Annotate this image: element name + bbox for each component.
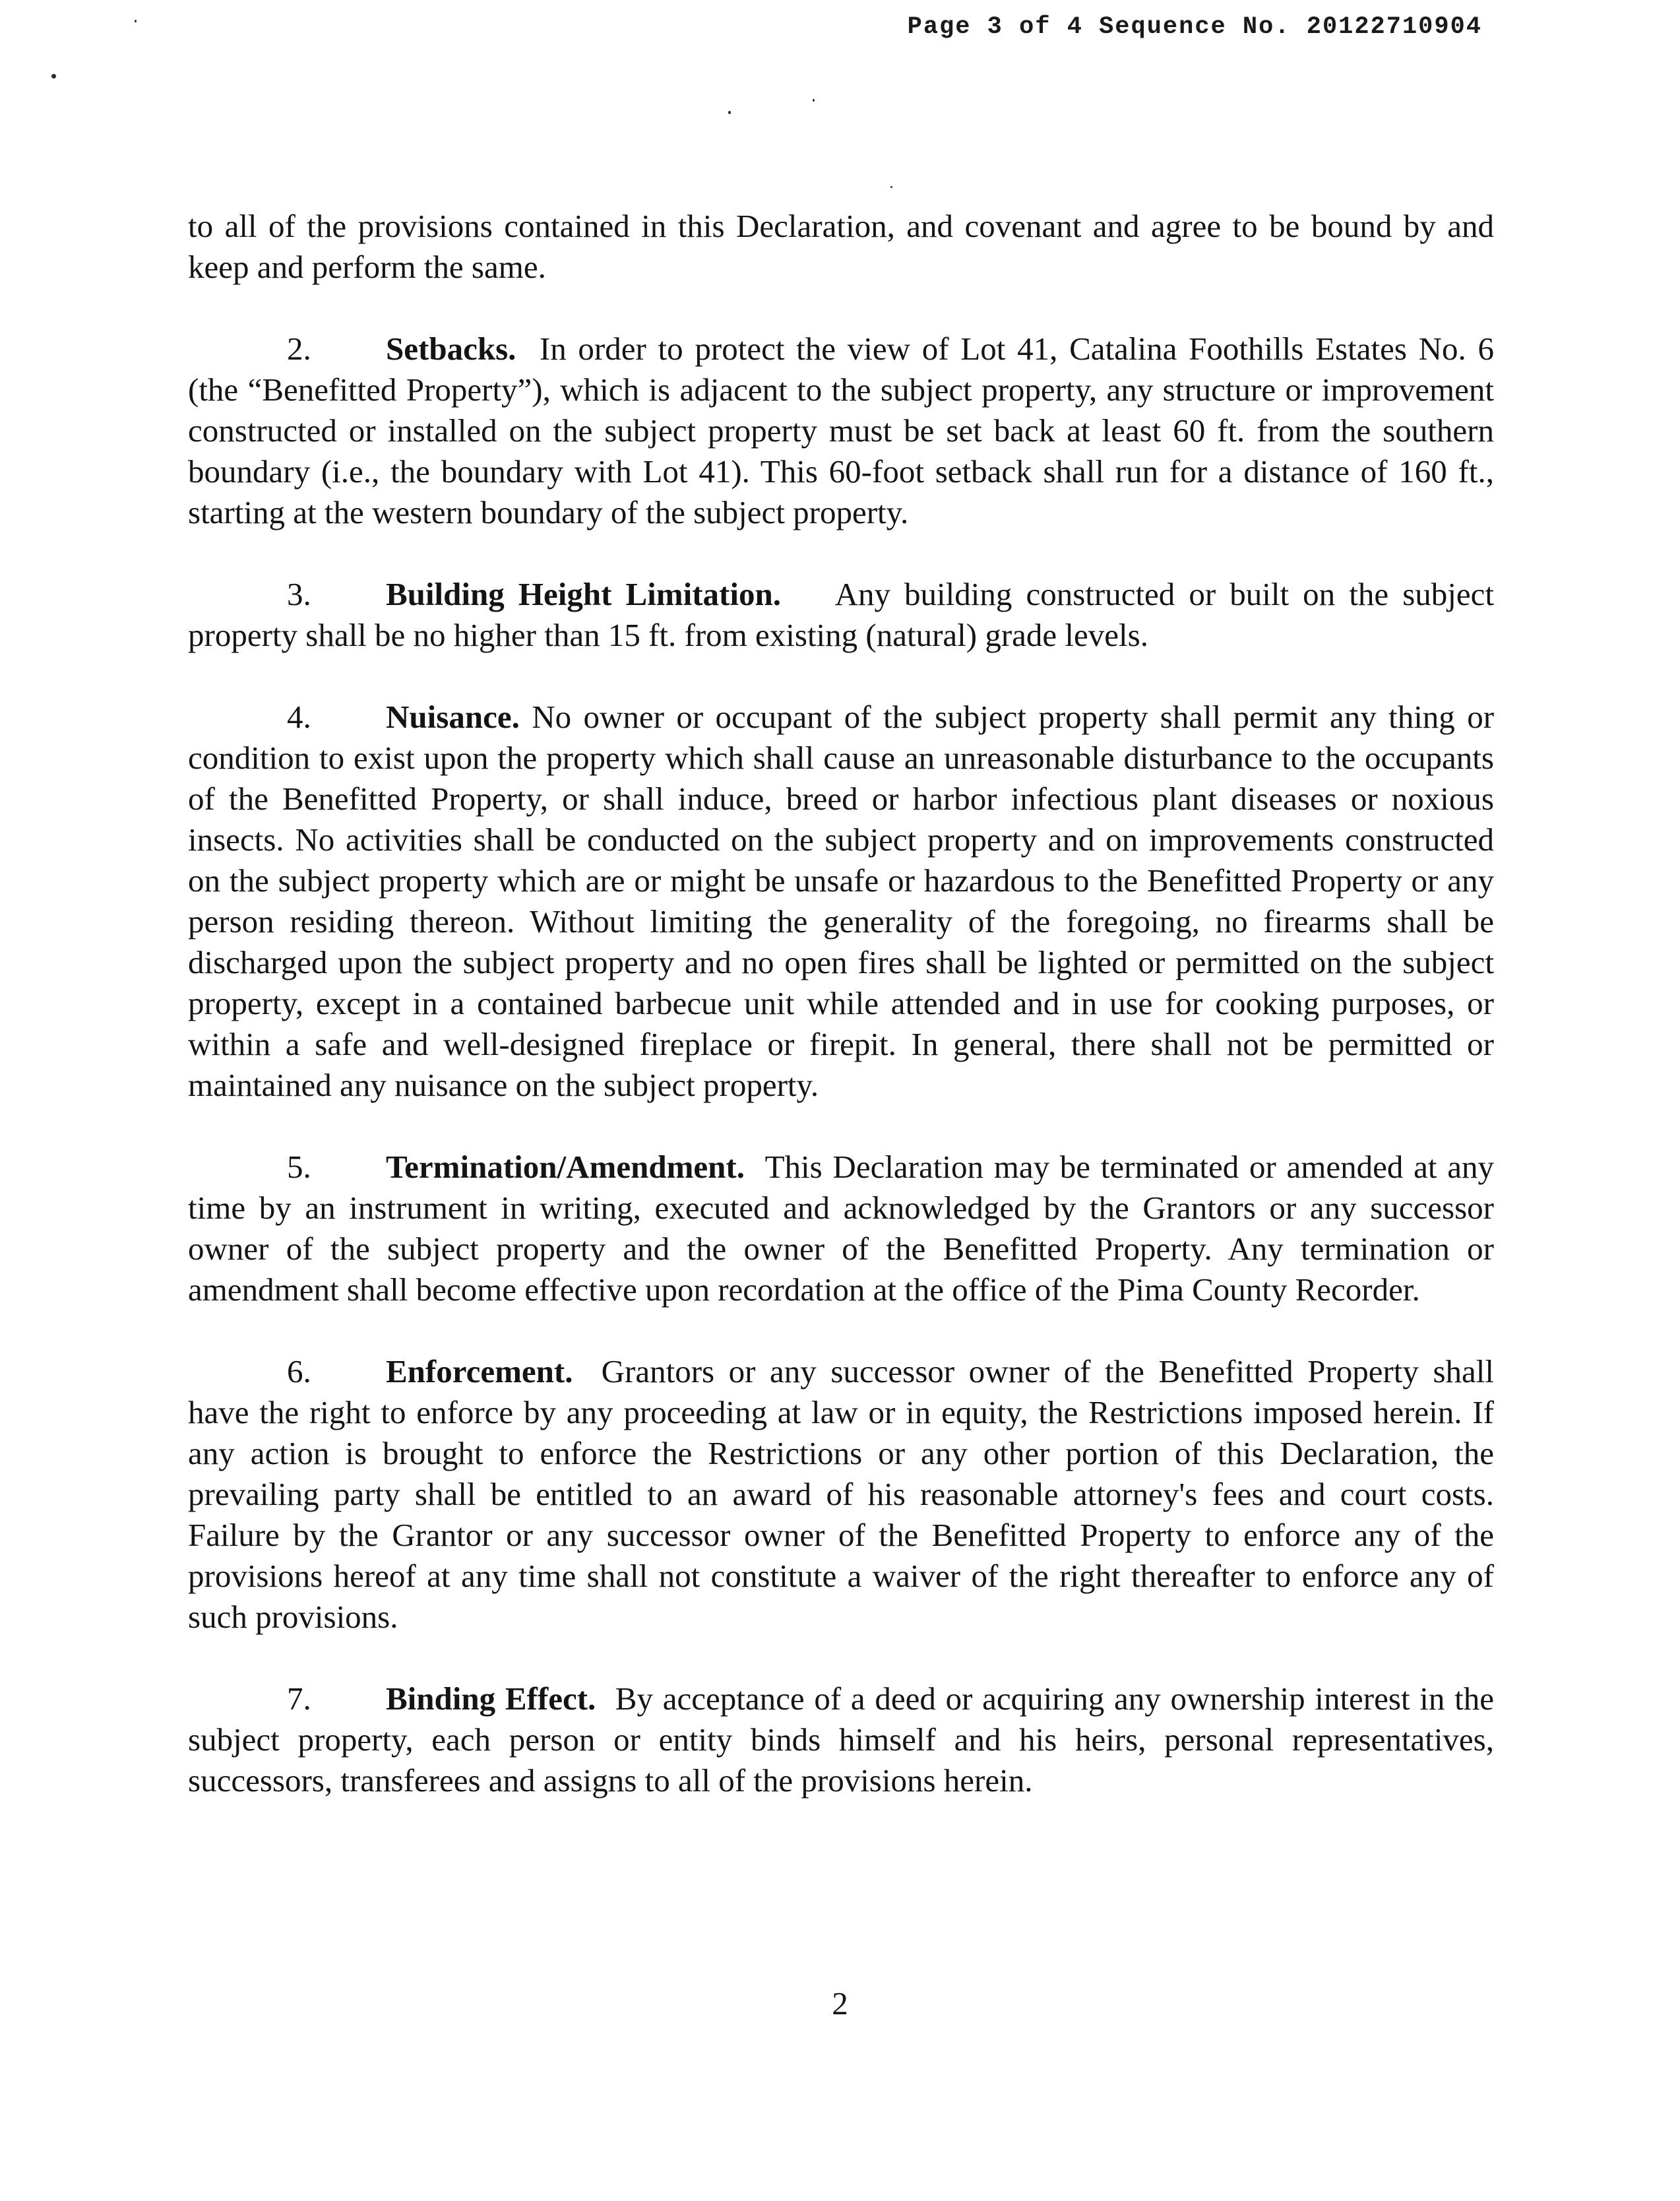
section-title: Setbacks. [386, 331, 516, 367]
section-building-height [188, 574, 1494, 656]
scan-speck [728, 111, 731, 114]
section-number: 5. [287, 1149, 311, 1185]
section-termination [188, 1147, 1494, 1310]
section-title: Termination/Amendment. [386, 1149, 745, 1185]
section-number: 4. [287, 699, 311, 735]
section-title: Building Height Limitation. [386, 576, 781, 612]
continuation-paragraph: to all of the provisions contained in this Declaration, and covenant and agree to be bound by and keep and perform the same. [188, 208, 1494, 285]
section-text: Any building constructed or built on the subject property shall be no higher than 15 ft. from existing (natural) grade levels. [188, 576, 1494, 653]
section-number: 3. [287, 576, 311, 612]
document-body [188, 206, 1494, 1842]
section-number: 2. [287, 331, 311, 367]
section-text: By acceptance of a deed or acquiring any ownership interest in the subject property, each person or entity binds himself and his heirs, personal representatives, successors, transferees and assigns to all of the provisions herein. [188, 1680, 1495, 1799]
section-nuisance [188, 697, 1494, 1106]
section-binding-effect [188, 1678, 1494, 1801]
section-number: 6. [287, 1353, 311, 1389]
scan-speck [890, 186, 892, 188]
sequence-header: Page 3 of 4 Sequence No. 20122710904 [907, 13, 1482, 41]
section-enforcement [188, 1351, 1494, 1638]
section-number: 7. [287, 1680, 311, 1717]
scan-speck [813, 99, 815, 102]
section-text: This Declaration may be terminated or amended at any time by an instrument in writing, executed and acknowledged by the Grantors or any successor owner of the subject property and the owner of the Benefitted Property. Any termination or amendment shall become effective upon recordation at the office of the Pima County Recorder. [188, 1149, 1494, 1308]
section-title: Enforcement. [386, 1353, 573, 1389]
section-text: No owner or occupant of the subject property shall permit any thing or condition to exist upon the property which shall cause an unreasonable disturbance to the occupants of the Benefitted Property, or shall induce, breed or harbor infectious plant diseases or noxious insects. No activities shall be conducted on the subject property and on improvements constructed on the subject property which are or might be unsafe or hazardous to the Benefitted Property or any person residing thereon. Without limiting the generality of the foregoing, no firearms shall be discharged upon the subject property and no open fires shall be lighted or permitted on the subject property, except in a contained barbecue unit while attended and in use for cooking purposes, or within a safe and well-designed fireplace or firepit. In general, there shall not be permitted or maintained any nuisance on the subject property. [188, 699, 1495, 1103]
scan-speck [51, 74, 56, 79]
section-setbacks [188, 329, 1494, 533]
section-text: In order to protect the view of Lot 41, Catalina Foothills Estates No. 6 (the “Benefitted Property”), which is adjacent to the subject property, any structure or improvement constructed or installed on the subject property must be set back at least 60 ft. from the southern boundary (i.e., the boundary with Lot 41). This 60-foot setback shall run for a distance of 160 ft., starting at the western boundary of the subject property. [188, 331, 1495, 530]
scan-speck [135, 20, 137, 22]
section-title: Nuisance. [386, 699, 520, 735]
page-number: 2 [832, 1985, 848, 2022]
section-text: Grantors or any successor owner of the Benefitted Property shall have the right to enforce by any proceeding at law or in equity, the Restrictions imposed herein. If any action is brought to enforce the Restrictions or any other portion of this Declaration, the prevailing party shall be entitled to an award of his reasonable attorney's fees and court costs. Failure by the Grantor or any successor owner of the Benefitted Property to enforce any of the provisions hereof at any time shall not constitute a waiver of the right thereafter to enforce any of such provisions. [188, 1353, 1494, 1635]
section-title: Binding Effect. [386, 1680, 596, 1717]
